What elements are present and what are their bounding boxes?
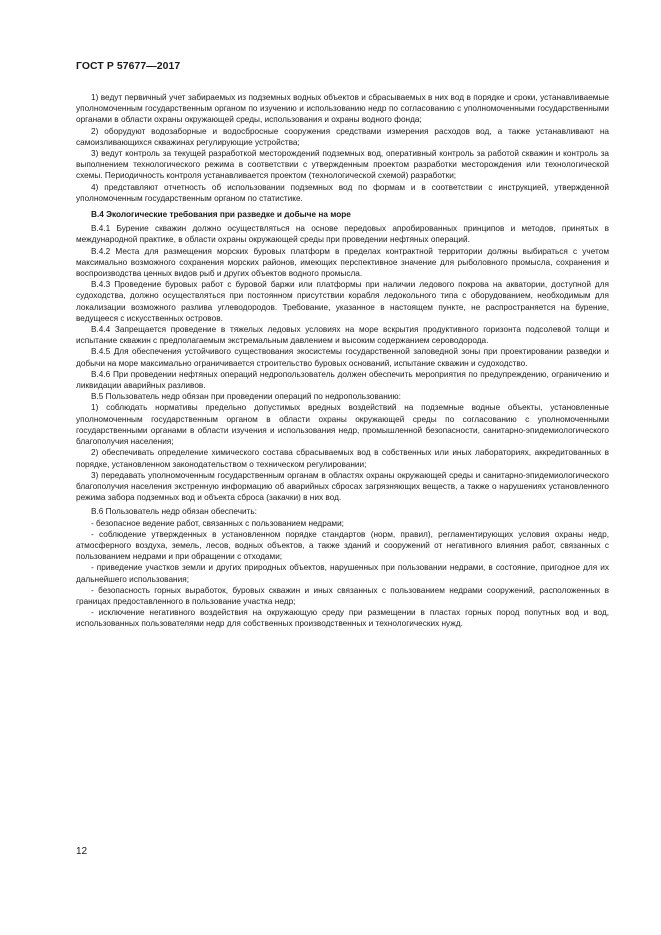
paragraph-b5-item-2: 2) обеспечивать определение химического состава сбрасываемых вод в собственных или иных лабораториях, аккредитованных в порядке, установленном законодательством о техническом регулировании;: [76, 448, 609, 469]
paragraph-b4-4: В.4.4 Запрещается проведение в тяжелых ледовых условиях на море вскрытия продуктивного горизонта подсолевой толщи и испытание скважин с предполагаемым экстремальным давлением и высоким содержанием сероводорода.: [76, 325, 609, 346]
paragraph-b6-item-3: - приведение участков земли и других природных объектов, нарушенных при пользовании недрами, в состояние, пригодное для их дальнейшего использования;: [76, 563, 609, 584]
paragraph-b5-item-3: 3) передавать уполномоченным государственным органам в областях охраны окружающей среды и санитарно-эпидемиологического благополучия населения экстренную информацию об аварийных сбросах загрязняющих веществ, а также о нарушениях установленного режима забора подземных вод и объекта сброса (закачки) в них вод.: [76, 470, 609, 503]
paragraph-b4-3: В.4.3 Проведение буровых работ с буровой баржи или платформы при наличии ледового покрова на акватории, доступной для судоходства, должно осуществляться при постоянном присутствии корабля ледокольного типа с оборудованием, необходимым для локализации возможного разлива углеводородов. Требование, указанное в настоящем пункте, не распространяется на бурение, ведущееся с искусственных островов.: [76, 280, 609, 323]
paragraph-b4-6: В.4.6 При проведении нефтяных операций недропользователь должен обеспечить мероприятия по предупреждению, ограничению и ликвидации аварийных разливов.: [76, 369, 609, 391]
paragraph-b4-2: В.4.2 Места для размещения морских буровых платформ в пределах контрактной территории должны выбираться с учетом максимально возможного сохранения морских районов, имеющих перспективное значение для рыболовного промысла, сохранения и воспроизводства ценных видов рыб и других объектов водного промысла.: [76, 246, 609, 279]
paragraph-b3-item-1: 1) ведут первичный учет забираемых из подземных водных объектов и сбрасываемых в них вод в порядке и сроки, устанавливаемые уполномоченным государственным органом по изучению и использованию недр по согласованию с уполномоченными государственными органами в области охраны окружающей среды, использования и охраны водного фонда;: [76, 93, 609, 125]
paragraph-b6-item-4: - безопасность горных выработок, буровых скважин и иных связанных с пользованием недрами сооружений, расположенных в границах предоставленного в пользование участка недр;: [76, 585, 609, 606]
paragraph-b3-item-2: 2) оборудуют водозаборные и водосбросные сооружения средствами измерения расходов вод, а также устанавливают на самоизливающихся скважинах регулирующие устройства;: [76, 126, 609, 147]
section-heading-b4: В.4 Экологические требования при разведке и добыче на море: [91, 210, 351, 220]
document-body: [76, 92, 609, 630]
paragraph-b6-item-1: - безопасное ведение работ, связанных с пользованием недрами;: [91, 518, 344, 528]
paragraph-b6-item-5: - исключение негативного воздействия на окружающую среду при размещении в пластах горных пород попутных вод и вод, использованных пользователями недр для собственных производственных и технологических нужд.: [76, 608, 609, 629]
paragraph-b3-item-4: 4) представляют отчетность об использовании подземных вод по формам и в соответствии с инструкцией, утвержденной уполномоченным государственным органом по статистике.: [76, 182, 609, 203]
paragraph-b4-1: В.4.1 Бурение скважин должно осуществляться на основе передовых апробированных принципов и методов, принятых в международной практике, в области охраны окружающей среды при проведении нефтяных операций.: [76, 224, 609, 245]
document-header: ГОСТ Р 57677—2017: [76, 61, 181, 72]
paragraph-b4-5: В.4.5 Для обеспечения устойчивого существования экосистемы государственной заповедной зоны при проектировании разведки и добычи на море максимально ограничивается строительство буровых оснований, испытание скважин и судоходство.: [76, 347, 609, 368]
paragraph-b5-item-1: 1) соблюдать нормативы предельно допустимых вредных воздействий на подземные водные объекты, установленные уполномоченным государственным органом в области охраны окружающей среды по согласованию с уполномоченными государственными органами в области изучения и использования недр, промышленной безопасности, санитарно-эпидемиологического благополучия населения;: [76, 403, 609, 447]
paragraph-b6: В.6 Пользователь недр обязан обеспечить:: [91, 507, 257, 517]
paragraph-b5: В.5 Пользователь недр обязан при проведении операций по недропользованию:: [91, 392, 401, 402]
paragraph-b6-item-2: - соблюдение утвержденных в установленном порядке стандартов (норм, правил), регламентирующих условия охраны недр, атмосферного воздуха, земель, лесов, водных объектов, а также зданий и сооружений от негативного влияния работ, связанных с пользованием недрами и при обращении с отходами;: [76, 529, 609, 562]
page-number: 12: [76, 846, 88, 857]
paragraph-b3-item-3: 3) ведут контроль за текущей разработкой месторождений подземных вод, оперативный контроль за работой скважин и контроль за выполнением технологического режима в соответствии с утвержденным проектом разработки месторождения или технологической схемы. Периодичность контроля устанавливается проектом (технологической схемой) разработки;: [76, 149, 609, 181]
